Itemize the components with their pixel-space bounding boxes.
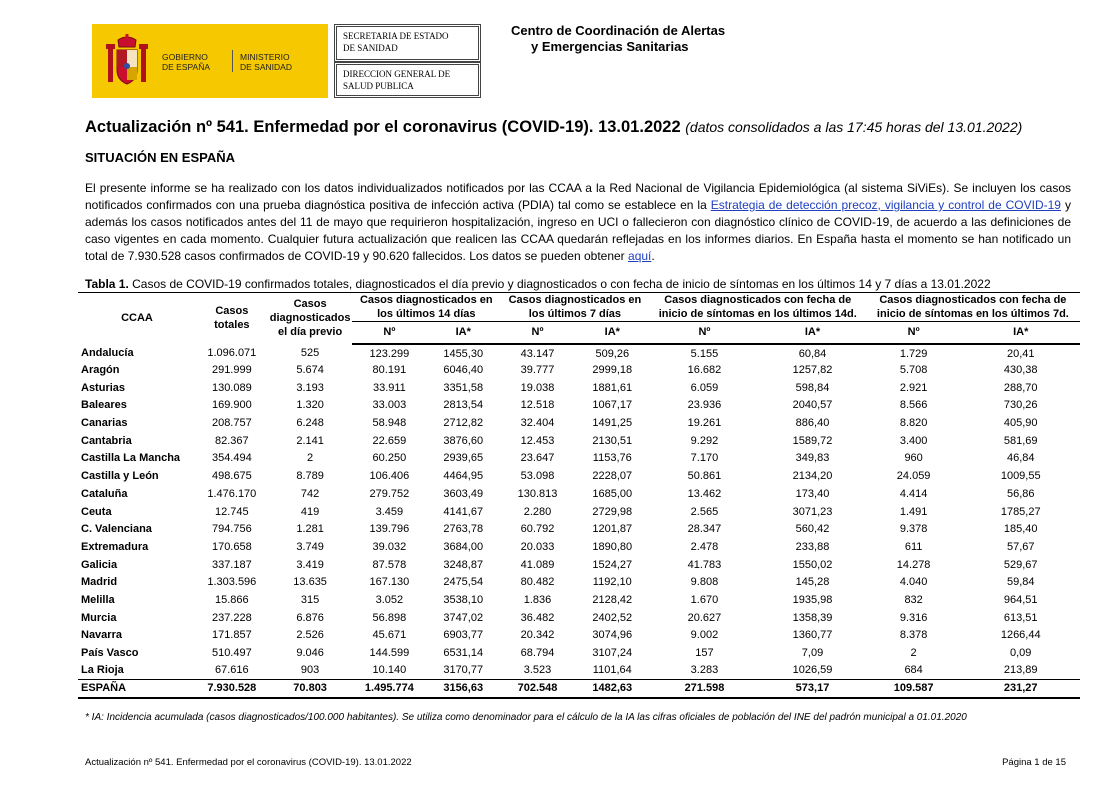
table-cell: 169.900 (211, 399, 252, 412)
table-cell: 109.587 (866, 680, 962, 698)
government-logo (92, 24, 328, 98)
table-cell: 742 (300, 487, 320, 500)
table-cell: 1201,87 (592, 523, 633, 536)
header-ccaa: CCAA (78, 293, 196, 344)
table-cell: 19.261 (687, 417, 722, 430)
table-cell: 130.089 (211, 381, 252, 394)
table-cell: 529,67 (1003, 558, 1038, 571)
total-row (78, 680, 1080, 698)
table-cell: 2.526 (296, 629, 324, 642)
table-cell: 2228,07 (592, 470, 633, 483)
footer-page-number: Página 1 de 15 (1002, 757, 1066, 768)
header-sint14: Casos diagnosticados con fecha de inicio de síntomas en los últimos 14d. (650, 293, 866, 322)
table-cell: 337.187 (211, 558, 252, 571)
table-cell: 4464,95 (443, 470, 484, 483)
table-cell: 68.794 (520, 647, 555, 660)
table-cell: 9.808 (690, 576, 719, 589)
table-cell: 6531,14 (443, 647, 484, 660)
table-cell: 2939,65 (443, 452, 484, 465)
table-cell: 1.729 (899, 347, 928, 360)
table-cell: 560,42 (795, 523, 830, 536)
table-cell: 70.803 (268, 680, 353, 698)
table-cell: 46,84 (1006, 452, 1035, 465)
table-cell: 2475,54 (443, 576, 484, 589)
table-cell: 288,70 (1003, 381, 1038, 394)
table-cell: 28.347 (687, 523, 722, 536)
table-cell: 9.002 (690, 629, 719, 642)
table-cell: 3.523 (500, 662, 575, 680)
table-cell: 3.052 (375, 593, 404, 606)
table-cell: 3.419 (296, 558, 324, 571)
table-cell: 9.292 (690, 434, 719, 447)
header-n: Nº (650, 322, 760, 344)
table-cell: 106.406 (369, 470, 410, 483)
table-cell: 1153,76 (592, 452, 632, 465)
table-cell: 3538,10 (443, 593, 484, 606)
table-cell: 0,09 (1010, 647, 1032, 660)
table-cell: 3876,60 (443, 434, 484, 447)
table-cell: 2729,98 (592, 505, 633, 518)
table-cell: 80.482 (520, 576, 555, 589)
table-cell: 67.616 (196, 662, 268, 680)
table-cell: 2.141 (296, 434, 324, 447)
table-cell: 60.250 (372, 452, 407, 465)
page-title: Actualización nº 541. Enfermedad por el coronavirus (COVID-19). 13.01.2022 (datos consolidados a las 17:45 horas del 13.01.2022) (85, 118, 1023, 136)
region-name: Castilla y León (81, 470, 159, 483)
table-cell: 3170,77 (426, 662, 500, 680)
table-cell: 960 (904, 452, 923, 465)
header-diag7: Casos diagnosticados en los últimos 7 días (500, 293, 650, 322)
table-cell: 430,38 (1003, 364, 1038, 377)
table-cell: 1.303.596 (207, 576, 257, 589)
table-cell: 702.548 (500, 680, 575, 698)
table-cell: 56.898 (372, 611, 407, 624)
table-cell: 2.921 (899, 381, 928, 394)
table-cell: 208.757 (211, 417, 252, 430)
table-cell: 9.046 (296, 647, 324, 660)
table-cell: 8.789 (296, 470, 324, 483)
table-cell: 15.866 (215, 593, 249, 606)
table-cell: 3684,00 (443, 540, 484, 553)
region-name: Extremadura (81, 540, 149, 553)
table-cell: 832 (904, 593, 923, 606)
table-cell: 53.098 (520, 470, 555, 483)
table-cell: 45.671 (372, 629, 407, 642)
region-name: Cataluña (81, 487, 128, 500)
table-cell: 16.682 (687, 364, 722, 377)
table-cell: 144.599 (369, 647, 410, 660)
table-cell: 581,69 (1003, 434, 1038, 447)
table-cell: 171.857 (211, 629, 252, 642)
table-cell: 509,26 (595, 347, 630, 360)
table-cell: 1.476.170 (207, 487, 257, 500)
table-row (78, 520, 1080, 538)
table-cell: 19.038 (520, 381, 555, 394)
table-cell: 2 (307, 452, 314, 465)
table-cell: 613,51 (1003, 611, 1038, 624)
table-cell: 1026,59 (759, 662, 866, 680)
table-row (78, 573, 1080, 591)
table-cell: 20.627 (687, 611, 722, 624)
table-cell: 20.033 (520, 540, 555, 553)
table-cell: 1881,61 (592, 381, 633, 394)
table-cell: 231,27 (961, 680, 1080, 698)
table-cell: 1257,82 (792, 364, 833, 377)
table-row (78, 591, 1080, 609)
table-cell: 20,41 (1006, 347, 1035, 360)
table-cell: 419 (300, 505, 320, 518)
table-row (78, 644, 1080, 662)
table-row (78, 361, 1080, 379)
region-name: Ceuta (81, 505, 112, 518)
table-cell: 3074,96 (592, 629, 633, 642)
table-cell: 167.130 (369, 576, 410, 589)
table-cell: 2040,57 (792, 399, 833, 412)
table-cell: 1067,17 (592, 399, 633, 412)
table-cell: 58.948 (372, 417, 407, 430)
table-cell: 8.566 (899, 399, 928, 412)
logo-text-ministerio: MINISTERIO DE SANIDAD (240, 52, 292, 72)
region-name: Galicia (81, 558, 118, 571)
region-name: Castilla La Mancha (81, 452, 181, 465)
table-cell: 139.796 (369, 523, 410, 536)
table-cell: 36.482 (520, 611, 555, 624)
table-cell: 271.598 (650, 680, 760, 698)
table-cell: 3107,24 (592, 647, 633, 660)
table-cell: 3156,63 (426, 680, 500, 698)
table-row (78, 414, 1080, 432)
region-name: Asturias (81, 381, 126, 394)
table-cell: 3.749 (296, 540, 324, 553)
table-row (78, 503, 1080, 521)
table-cell: 13.462 (687, 487, 722, 500)
table-cell: 56,86 (1006, 487, 1035, 500)
table-cell: 1009,55 (1000, 470, 1041, 483)
table-cell: 903 (268, 662, 353, 680)
region-name: Aragón (81, 364, 120, 377)
table-cell: 33.911 (372, 381, 406, 394)
table-cell: 60,84 (798, 347, 827, 360)
header-ia: IA* (759, 322, 866, 344)
table-cell: 2763,78 (443, 523, 484, 536)
table-cell: 598,84 (795, 381, 830, 394)
table-cell: 1890,80 (592, 540, 633, 553)
table-cell: 57,67 (1006, 540, 1035, 553)
table-cell: 1.281 (296, 523, 324, 536)
table-row (78, 556, 1080, 574)
table-cell: 10.140 (352, 662, 426, 680)
table-cell: 2402,52 (592, 611, 633, 624)
table-body (78, 344, 1080, 680)
table-cell: 12.453 (520, 434, 555, 447)
table-cell: 2134,20 (792, 470, 833, 483)
table-cell: 237.228 (211, 611, 252, 624)
region-name: Murcia (81, 611, 117, 624)
table-cell: 291.999 (211, 364, 252, 377)
table-cell: 33.003 (372, 399, 407, 412)
table-cell: 12.745 (215, 505, 249, 518)
table-cell: 1.495.774 (352, 680, 426, 698)
table-row (78, 467, 1080, 485)
table-cell: 50.861 (687, 470, 722, 483)
region-name: Madrid (81, 576, 118, 589)
table-row (78, 379, 1080, 397)
table-cell: 4141,67 (443, 505, 484, 518)
table-cell: 498.675 (211, 470, 252, 483)
table-cell: 794.756 (211, 523, 252, 536)
table-cell: 1491,25 (592, 417, 633, 430)
agency-box-direccion: DIRECCION GENERAL DE SALUD PUBLICA (336, 64, 479, 96)
table-cell: 2 (910, 647, 917, 660)
table-cell: 3071,23 (792, 505, 833, 518)
coat-of-arms-icon (104, 34, 150, 90)
footer-document-title: Actualización nº 541. Enfermedad por el coronavirus (COVID-19). 13.01.2022 (85, 757, 412, 768)
table-cell: 1.836 (523, 593, 552, 606)
table-cell: 41.783 (687, 558, 722, 571)
table-cell: 60.792 (520, 523, 555, 536)
table-cell: 5.674 (296, 364, 324, 377)
table-cell: 8.820 (899, 417, 928, 430)
table-cell: 23.647 (520, 452, 555, 465)
table-cell: 22.659 (372, 434, 407, 447)
table-cell: 233,88 (795, 540, 830, 553)
table-cell: 1266,44 (1000, 629, 1041, 642)
table-cell: 573,17 (759, 680, 866, 698)
table-cell: 1.670 (690, 593, 719, 606)
table-cell: 315 (300, 593, 320, 606)
table-cell: 1685,00 (592, 487, 633, 500)
region-name: La Rioja (78, 662, 196, 680)
table-cell: 1589,72 (792, 434, 833, 447)
table-cell: 730,26 (1003, 399, 1038, 412)
table-row (78, 485, 1080, 503)
table-cell: 2.565 (690, 505, 719, 518)
table-cell: 20.342 (520, 629, 555, 642)
table-cell: ESPAÑA (78, 680, 196, 698)
table-cell: 2.280 (523, 505, 552, 518)
table-cell: 1785,27 (1000, 505, 1041, 518)
table-cell: 82.367 (215, 434, 249, 447)
header-ia: IA* (961, 322, 1080, 344)
region-name: C. Valenciana (81, 523, 152, 536)
table-cell: 886,40 (795, 417, 830, 430)
header-previo: Casos diagnosticados el día previo (268, 293, 353, 344)
table-cell: 123.299 (369, 347, 410, 360)
table-cell: 349,83 (795, 452, 830, 465)
table-cell: 39.032 (372, 540, 407, 553)
logo-divider (232, 50, 233, 72)
header-ia: IA* (426, 322, 500, 344)
table-cell: 2130,51 (592, 434, 633, 447)
table-cell: 170.658 (211, 540, 252, 553)
table-cell: 1524,27 (592, 558, 633, 571)
cases-table (78, 292, 1080, 699)
table-cell: 3.193 (296, 381, 324, 394)
table-cell: 157 (695, 647, 714, 660)
table-cell: 279.752 (369, 487, 410, 500)
table-cell: 6.059 (690, 381, 719, 394)
table-cell: 2128,42 (592, 593, 633, 606)
table-cell: 1482,63 (575, 680, 650, 698)
table-row (78, 450, 1080, 468)
table-cell: 3747,02 (443, 611, 484, 624)
region-name: Baleares (81, 399, 127, 412)
table-cell: 3.400 (899, 434, 928, 447)
table-cell: 1455,30 (443, 347, 484, 360)
strategy-link[interactable]: Estrategia de detección precoz, vigilancia y control de COVID-19 (710, 198, 1061, 212)
table-cell: 1358,39 (792, 611, 833, 624)
table-cell: 1101,64 (575, 662, 650, 680)
table-cell: 1550,02 (792, 558, 833, 571)
table-cell: 1935,98 (792, 593, 833, 606)
table-cell: 4.040 (899, 576, 928, 589)
table-cell: 6.876 (296, 611, 324, 624)
table-cell: 5.155 (690, 347, 719, 360)
table-cell: 24.059 (896, 470, 931, 483)
table-cell: 3248,87 (443, 558, 484, 571)
region-name: Andalucía (81, 347, 134, 360)
table-cell: 2.478 (690, 540, 719, 553)
table-cell: 3351,58 (443, 381, 484, 394)
table-cell: 41.089 (520, 558, 555, 571)
table-cell: 405,90 (1003, 417, 1038, 430)
table-row (78, 432, 1080, 450)
intro-paragraph: El presente informe se ha realizado con los datos individualizados notificados por las CCAA a la Red Nacional de Vigilancia Epidemiológica (al sistema SiViEs). Se incluyen los casos notificados confirmados con una prueba diagnóstica positiva de infección activa (PDIA) tal como se establece en la Estrategia de detección precoz, vigilancia y control de COVID-19 y además los casos notificados antes del 11 de mayo que requirieron hospitalización, ingreso en UCI o fallecieron con diagnóstico clínico de COVID-19, de acuerdo a las definiciones de caso vigentes en cada momento. Cualquier futura actualización que realicen las CCAA quedarán reflejadas en los informes diarios. En España hasta el momento se han notificado un total de 7.930.528 casos confirmados de COVID-19 y 90.620 fallecidos. Los datos se pueden obtener aquí. (85, 181, 1071, 263)
table-cell: 354.494 (211, 452, 252, 465)
region-name: Cantabria (81, 434, 132, 447)
table-cell: 130.813 (517, 487, 558, 500)
table-cell: 39.777 (520, 364, 555, 377)
table-row (78, 538, 1080, 556)
table-cell: 7,09 (801, 647, 824, 660)
table-row (78, 662, 1080, 680)
region-name: País Vasco (81, 647, 139, 660)
table-cell: 32.404 (520, 417, 555, 430)
table-cell: 6046,40 (443, 364, 484, 377)
table-cell: 9.316 (899, 611, 928, 624)
header-n: Nº (352, 322, 426, 344)
header-sint7: Casos diagnosticados con fecha de inicio de síntomas en los últimos 7d. (866, 293, 1080, 322)
agency-box-secretaria: SECRETARIA DE ESTADO DE SANIDAD (336, 26, 479, 60)
data-link[interactable]: aquí (628, 249, 652, 263)
table-cell: 2813,54 (443, 399, 484, 412)
table-cell: 185,40 (1003, 523, 1038, 536)
table-cell: 8.378 (899, 629, 928, 642)
table-cell: 1.096.071 (207, 347, 257, 360)
table-cell: 12.518 (520, 399, 555, 412)
table-cell: 510.497 (211, 647, 252, 660)
table-cell: 684 (866, 662, 962, 680)
table-cell: 7.170 (690, 452, 719, 465)
table-cell: 1.320 (296, 399, 324, 412)
header-ia: IA* (575, 322, 650, 344)
footnote: * IA: Incidencia acumulada (casos diagnosticados/100.000 habitantes). Se utiliza como denominador para el cálculo de la IA las cifras oficiales de población del INE del padrón municipal a 01.01.2020 (85, 712, 967, 723)
header-total: Casos totales (196, 293, 268, 344)
table-cell: 3.459 (375, 505, 404, 518)
table-cell: 1360,77 (792, 629, 833, 642)
table-row (78, 627, 1080, 645)
table-cell: 43.147 (520, 347, 555, 360)
table-cell: 4.414 (899, 487, 928, 500)
table-row (78, 397, 1080, 415)
table-cell: 87.578 (372, 558, 407, 571)
table-cell: 173,40 (795, 487, 830, 500)
table-cell: 213,89 (961, 662, 1080, 680)
region-name: Canarias (81, 417, 128, 430)
logo-text-gobierno: GOBIERNO DE ESPAÑA (162, 52, 211, 72)
header-n: Nº (500, 322, 575, 344)
table-cell: 3.283 (650, 662, 760, 680)
consolidation-note: (datos consolidados a las 17:45 horas del 13.01.2022) (685, 119, 1023, 135)
table-row (78, 344, 1080, 362)
table-cell: 13.635 (293, 576, 327, 589)
region-name: Melilla (81, 593, 115, 606)
table-cell: 7.930.528 (196, 680, 268, 698)
table-cell: 23.936 (687, 399, 722, 412)
ccaes-heading: Centro de Coordinación de Alertas y Emergencias Sanitarias (511, 23, 726, 54)
table-caption: Tabla 1. Casos de COVID-19 confirmados totales, diagnosticados el día previo y diagnosticados o con fecha de inicio de síntomas en los últimos 14 y 7 días a 13.01.2022 (85, 277, 991, 291)
table-cell: 1192,10 (592, 576, 632, 589)
table-cell: 611 (904, 540, 923, 553)
section-title: SITUACIÓN EN ESPAÑA (85, 150, 235, 165)
table-cell: 5.708 (899, 364, 928, 377)
region-name: Navarra (81, 629, 122, 642)
table-cell: 9.378 (899, 523, 928, 536)
table-cell: 6.248 (296, 417, 324, 430)
table-cell: 80.191 (372, 364, 407, 377)
header-n: Nº (866, 322, 962, 344)
table-cell: 1.491 (899, 505, 928, 518)
table-cell: 964,51 (1003, 593, 1038, 606)
table-cell: 525 (300, 347, 320, 360)
table-row (78, 609, 1080, 627)
table-cell: 59,84 (1006, 576, 1035, 589)
table-cell: 14.278 (896, 558, 931, 571)
table-cell: 145,28 (795, 576, 830, 589)
table-cell: 2712,82 (443, 417, 484, 430)
table-cell: 2999,18 (592, 364, 633, 377)
header-diag14: Casos diagnosticados en los últimos 14 días (352, 293, 500, 322)
table-cell: 3603,49 (443, 487, 484, 500)
table-cell: 6903,77 (443, 629, 484, 642)
